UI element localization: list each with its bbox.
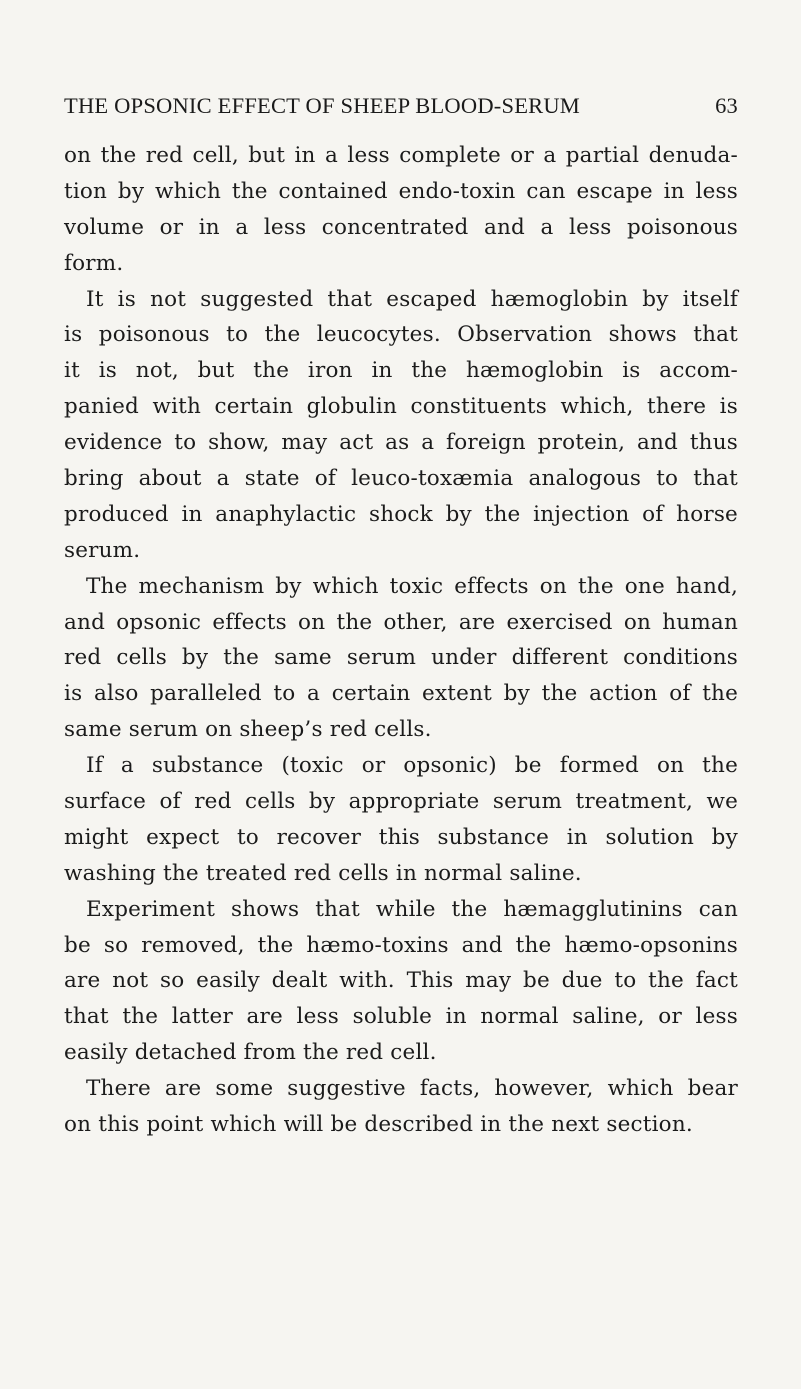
text-line: red cells by the same serum under different conditions: [64, 645, 738, 671]
text-line: on this point which will be described in the next section.: [64, 1112, 693, 1138]
paragraph: [64, 138, 738, 282]
paragraph: [64, 1071, 738, 1143]
text-line: that the latter are less soluble in normal saline, or less: [64, 1004, 738, 1030]
text-line: are not so easily dealt with. This may be due to the fact: [64, 968, 738, 994]
paragraph: [64, 569, 738, 748]
text-line: panied with certain globulin constituents which, there is: [64, 394, 738, 420]
text-line: surface of red cells by appropriate serum treatment, we: [64, 789, 738, 815]
text-line: is also paralleled to a certain extent by the action of the: [64, 681, 738, 707]
text-line: be so removed, the hæmo-toxins and the hæmo-opsonins: [64, 932, 738, 958]
text-line: easily detached from the red cell.: [64, 1040, 437, 1066]
page-number: 63: [715, 93, 738, 118]
running-head: [64, 90, 738, 122]
text-line: It is not suggested that escaped hæmoglobin by itself: [86, 286, 738, 312]
text-line: serum.: [64, 537, 141, 563]
book-page: [64, 90, 738, 1143]
text-line: evidence to show, may act as a foreign protein, and thus: [64, 430, 738, 456]
text-line: If a substance (toxic or opsonic) be formed on the: [86, 753, 738, 779]
text-line: produced in anaphylactic shock by the injection of horse: [64, 501, 738, 527]
text-line: might expect to recover this substance in solution by: [64, 824, 738, 850]
running-title: THE OPSONIC EFFECT OF SHEEP BLOOD-SERUM: [64, 93, 580, 118]
paragraph: [64, 282, 738, 569]
text-line: bring about a state of leuco-toxæmia analogous to that: [64, 466, 738, 492]
text-line: tion by which the contained endo-toxin can escape in less: [64, 178, 738, 204]
text-line: form.: [64, 250, 124, 276]
text-line: The mechanism by which toxic effects on the one hand,: [86, 573, 738, 599]
paragraph: [64, 748, 738, 892]
text-line: is poisonous to the leucocytes. Observation shows that: [64, 322, 738, 348]
text-line: There are some suggestive facts, however, which bear: [86, 1076, 738, 1102]
text-line: it is not, but the iron in the hæmoglobin is accom-: [64, 358, 738, 384]
text-line: washing the treated red cells in normal saline.: [64, 860, 582, 886]
text-line: Experiment shows that while the hæmagglutinins can: [86, 896, 738, 922]
text-line: volume or in a less concentrated and a less poisonous: [64, 214, 738, 240]
text-line: on the red cell, but in a less complete or a partial denuda-: [64, 143, 738, 168]
paragraph: [64, 892, 738, 1071]
body-text: [64, 138, 738, 1143]
text-line: and opsonic effects on the other, are exercised on human: [64, 609, 738, 635]
text-line: same serum on sheep’s red cells.: [64, 717, 432, 743]
